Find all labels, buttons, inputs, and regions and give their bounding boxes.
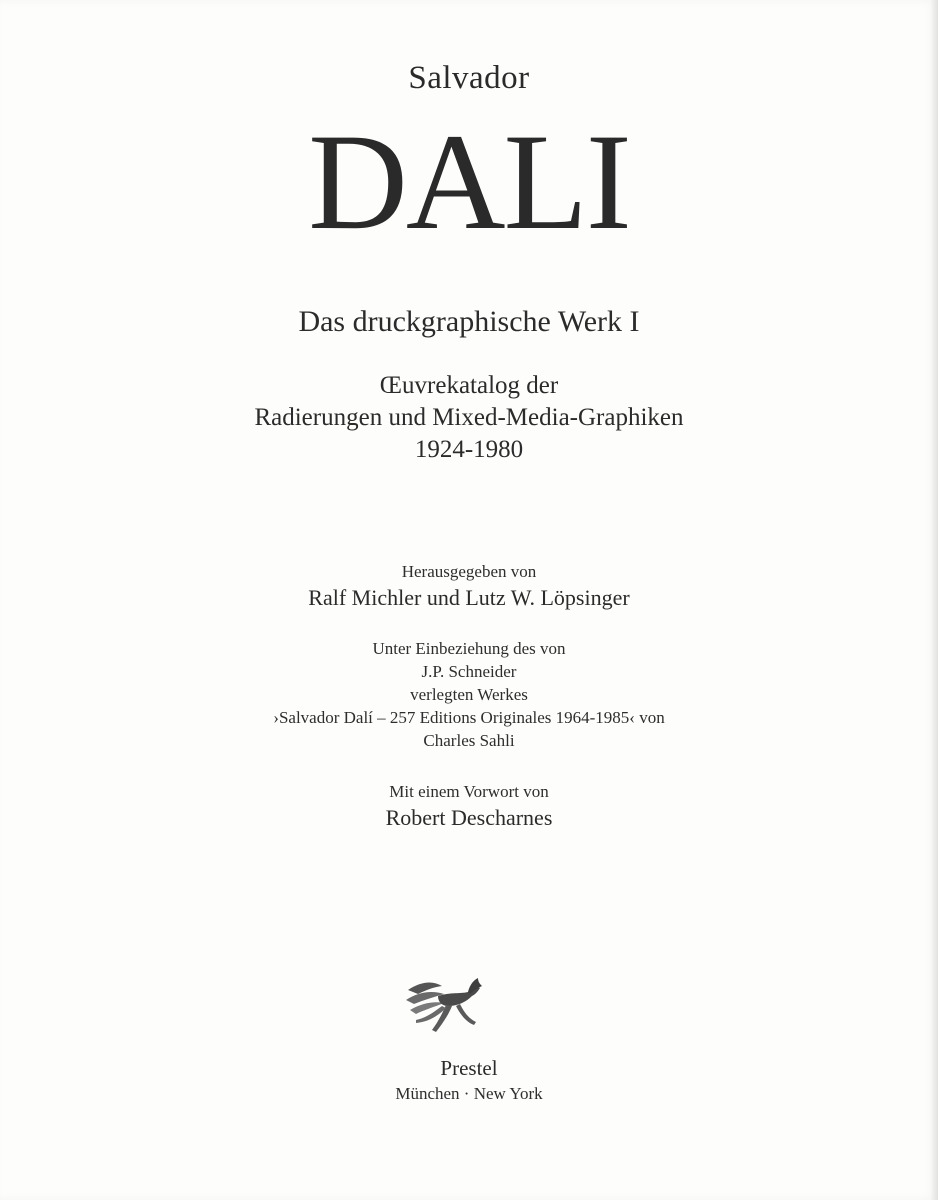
reference-line: ›Salvador Dalí – 257 Editions Originales 1964-1985‹ von [273,708,665,727]
subtitle-line: Œuvrekatalog der [379,372,559,399]
reference-line: Charles Sahli [423,731,515,750]
reference-line: Unter Einbeziehung des von [372,639,566,658]
reference-block [0,637,938,752]
subtitle-line: Radierungen und Mixed-Media-Graphiken [254,404,684,431]
editors-label: Herausgegeben von [401,562,537,581]
book-subtitle [0,370,938,466]
author-first-name: Salvador [408,60,530,96]
pegasus-logo-icon [398,972,488,1042]
reference-line: verlegten Werkes [410,685,528,704]
author-last-name: DALI [308,105,630,258]
publisher-places: München · New York [395,1084,543,1103]
subtitle-line: 1924-1980 [414,436,524,463]
foreword-author: Robert Descharnes [385,805,553,830]
foreword-label: Mit einem Vorwort von [389,782,549,801]
reference-line: J.P. Schneider [421,662,517,681]
publisher-name: Prestel [440,1056,498,1080]
editors-names: Ralf Michler und Lutz W. Löpsinger [308,585,630,610]
book-title: Das druckgraphische Werk I [298,305,640,338]
